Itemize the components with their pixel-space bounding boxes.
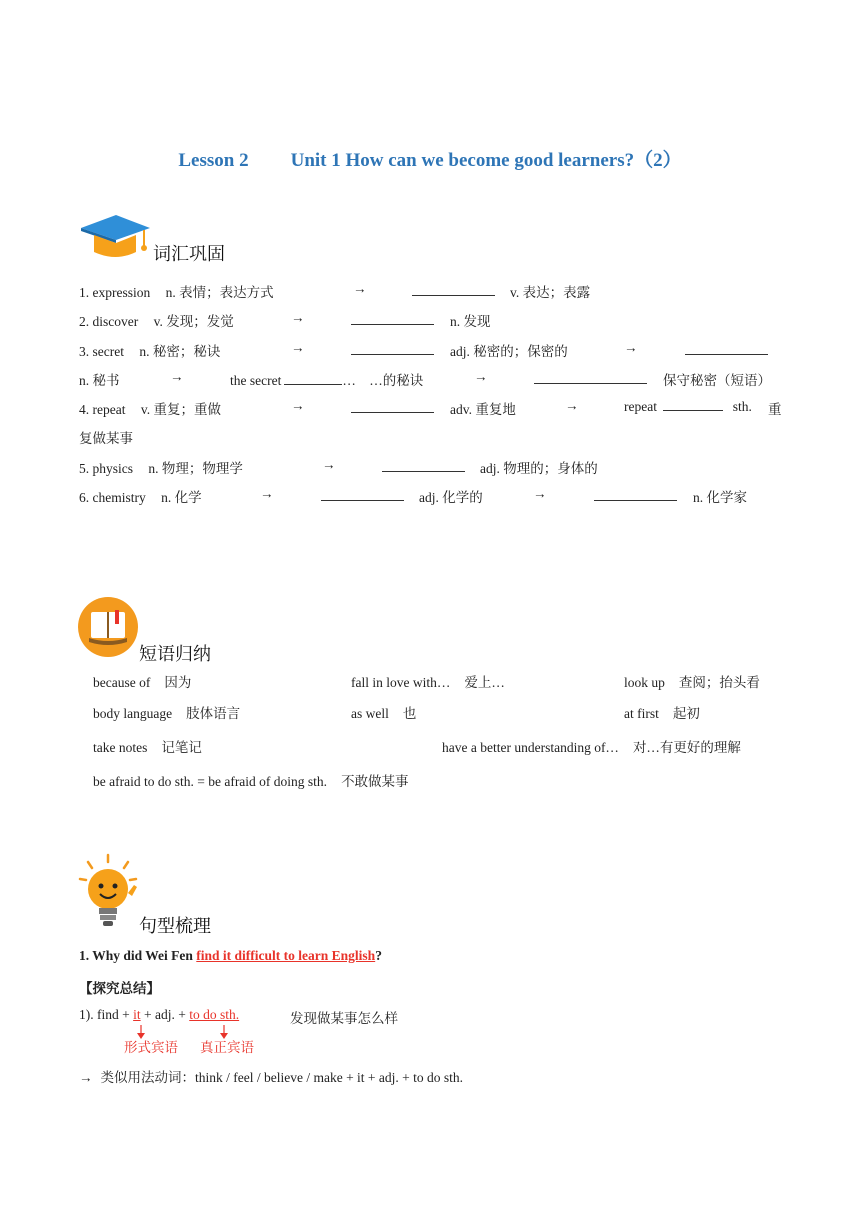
arrow: → (291, 340, 305, 355)
meaning: adv. 重复地 (450, 402, 516, 417)
phrase-text: repeat (624, 399, 657, 414)
word: 4. repeat (79, 402, 126, 417)
arrow: → (353, 281, 367, 296)
meaning: n. 发现 (450, 314, 491, 329)
meaning: 重 (768, 402, 782, 417)
highlighted-phrase: find it difficult to learn English (196, 948, 376, 963)
word: 3. secret (79, 344, 124, 359)
meaning: n. 化学 (161, 490, 202, 505)
phrase-cn: 起初 (672, 706, 700, 721)
phrases-heading: 短语归纳 (139, 644, 211, 665)
phrase-text: the secret (230, 373, 282, 388)
answer-blank[interactable] (351, 312, 434, 325)
arrow: → (624, 340, 638, 355)
lightbulb-icon (76, 853, 140, 933)
formula-text: 1). find + (79, 1007, 134, 1022)
ellipsis: … (342, 373, 356, 388)
phrase-item (442, 736, 741, 756)
vocab-row-4 (79, 398, 221, 418)
phrase-cn: 记笔记 (161, 740, 202, 755)
phrase-cn: 查阅；抬头看 (678, 675, 760, 690)
answer-blank[interactable] (351, 400, 434, 413)
answer-blank[interactable] (382, 459, 465, 472)
phrase-en: have a better understanding of… (442, 740, 619, 755)
phrase-item (624, 702, 700, 722)
arrow: → (474, 369, 488, 384)
phrase-cn: 对…有更好的理解 (632, 740, 741, 755)
arrow: → (260, 486, 274, 501)
meaning: 复做某事 (79, 431, 133, 446)
word: 1. expression (79, 285, 151, 300)
vocab-row-5 (79, 457, 243, 477)
phrase-text: sth. (732, 399, 752, 414)
meaning: n. 秘书 (79, 373, 120, 388)
similar-usage-text: 类似用法动词：think / feel / believe / make + it + adj. + to do sth. (100, 1070, 464, 1085)
meaning: n. 秘密；秘诀 (139, 344, 221, 359)
meaning: v. 表达；表露 (510, 285, 591, 300)
phrase-item (93, 671, 191, 691)
arrow: → (79, 1070, 93, 1085)
real-object-label: 真正宾语 (200, 1040, 254, 1055)
formal-object-label: 形式宾语 (124, 1040, 178, 1055)
phrase-item (351, 671, 505, 691)
phrase-item (93, 736, 202, 756)
answer-blank[interactable] (594, 488, 677, 501)
phrase-cn: 爱上… (464, 675, 505, 690)
answer-blank[interactable] (321, 488, 404, 501)
phrase-item (351, 702, 416, 722)
formula-line (79, 1007, 239, 1023)
answer-blank[interactable] (351, 342, 434, 355)
meaning: …的秘诀 (369, 373, 424, 388)
phrase-item (624, 671, 760, 691)
vocab-row-6 (79, 486, 202, 506)
formal-object: it (133, 1007, 141, 1022)
phrase-cn: 因为 (164, 675, 192, 690)
answer-blank[interactable] (534, 371, 647, 384)
sentences-heading: 句型梳理 (139, 916, 211, 937)
answer-blank[interactable] (284, 372, 342, 385)
real-object: to do sth. (189, 1007, 240, 1022)
word: 6. chemistry (79, 490, 146, 505)
phrase-cn: 不敢做某事 (341, 774, 409, 789)
phrase-cn: 肢体语言 (186, 706, 241, 721)
phrase-en: because of (93, 675, 151, 690)
phrase-en: be afraid to do sth. = be afraid of doing sth. (93, 774, 328, 789)
meaning: v. 发现；发觉 (153, 314, 234, 329)
meaning: adj. 秘密的；保密的 (450, 344, 568, 359)
repeat-phrase (624, 398, 752, 415)
question-mark: ? (375, 948, 382, 963)
arrow: → (291, 310, 305, 325)
meaning: v. 重复；重做 (140, 402, 221, 417)
meaning: adj. 物理的；身体的 (480, 461, 598, 476)
question-text: 1. Why did Wei Fen (79, 948, 197, 963)
arrow: → (565, 398, 579, 413)
meaning: 保守秘密（短语） (663, 373, 771, 388)
answer-blank[interactable] (685, 342, 768, 355)
meaning: adj. 化学的 (419, 490, 483, 505)
lesson-label: Lesson 2 (178, 150, 249, 171)
answer-blank[interactable] (663, 398, 723, 411)
arrow: → (533, 486, 547, 501)
vocab-row-3 (79, 340, 220, 360)
phrase-en: look up (624, 675, 665, 690)
arrow: → (170, 369, 184, 384)
vocab-heading: 词汇巩固 (153, 244, 225, 265)
unit-label: Unit 1 How can we become good learners?（2） (290, 150, 682, 171)
word: 2. discover (79, 314, 139, 329)
book-icon (77, 596, 139, 658)
formula-text: + adj. + (140, 1007, 190, 1022)
page-title (0, 145, 860, 172)
phrase-en: as well (351, 706, 389, 721)
similar-usage (79, 1066, 463, 1086)
summary-heading: 【探究总结】 (79, 981, 160, 996)
meaning: n. 表情；表达方式 (165, 285, 274, 300)
phrase-en: take notes (93, 740, 148, 755)
formula-meaning: 发现做某事怎么样 (290, 1011, 398, 1026)
arrow: → (291, 398, 305, 413)
phrase-cn: 也 (402, 706, 417, 721)
meaning: n. 化学家 (693, 490, 747, 505)
phrase-en: at first (624, 706, 659, 721)
secret-phrase (230, 369, 423, 389)
phrase-item (93, 702, 240, 722)
phrase-item (93, 770, 409, 790)
vocab-row-2 (79, 310, 234, 330)
answer-blank[interactable] (412, 283, 495, 296)
phrase-en: fall in love with… (351, 675, 451, 690)
meaning: n. 物理；物理学 (148, 461, 243, 476)
phrase-en: body language (93, 706, 173, 721)
word: 5. physics (79, 461, 133, 476)
question-1 (79, 948, 382, 964)
arrow: → (322, 457, 336, 472)
graduation-cap-icon (78, 212, 152, 260)
vocab-row-1 (79, 281, 274, 301)
